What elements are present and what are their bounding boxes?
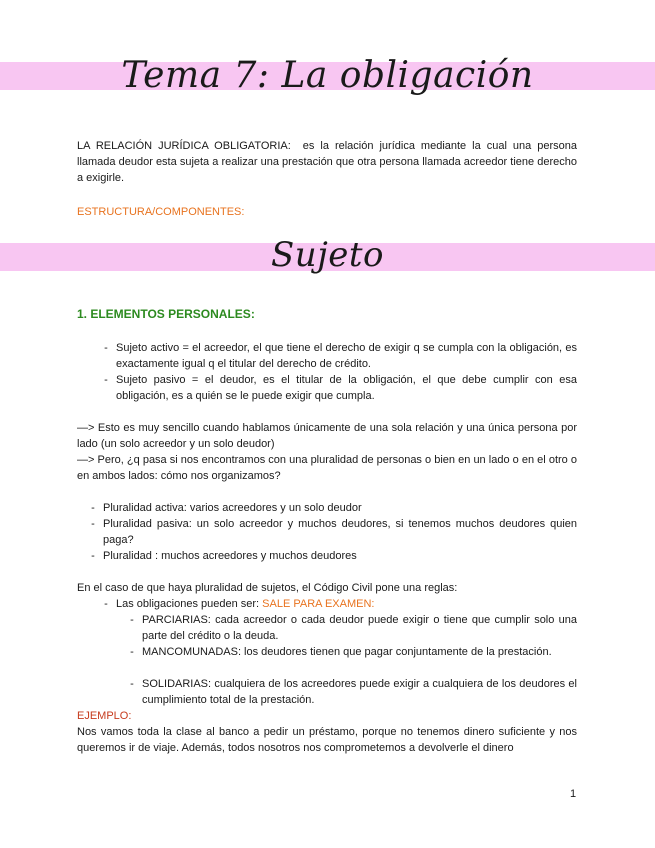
bullet-dash: - [130, 646, 134, 658]
section-title: Sujeto [271, 235, 384, 275]
intro-paragraph [77, 138, 577, 186]
structure-label: ESTRUCTURA/COMPONENTES: [77, 206, 245, 218]
exam-note: SALE PARA EXAMEN: [262, 598, 375, 610]
bullet-dash: - [91, 502, 95, 514]
bullet-dash: - [104, 342, 108, 354]
bullet-dash: - [130, 678, 134, 690]
bullet-dash: - [104, 598, 108, 610]
plurality-active: Pluralidad activa: varios acreedores y un solo deudor [103, 502, 362, 514]
example-label: EJEMPLO: [77, 710, 132, 722]
page-title: Tema 7: La obligación [121, 55, 534, 96]
bullet-dash: - [104, 374, 108, 386]
rules-label-line [116, 596, 577, 612]
rule-solidarias: SOLIDARIAS: cualquiera de los acreedores puede exigir a cualquiera de los deudores el cumplimiento total de la prestación. [142, 678, 577, 706]
page-number: 1 [570, 788, 577, 800]
bullet-dash: - [91, 550, 95, 562]
heading-elementos-personales: 1. ELEMENTOS PERSONALES: [77, 307, 255, 321]
bullet-dash: - [130, 614, 134, 626]
intro-term: LA RELACIÓN JURÍDICA OBLIGATORIA: [77, 140, 291, 152]
case-intro: En el caso de que haya pluralidad de sujetos, el Código Civil pone una reglas: [77, 582, 458, 594]
rule-parciarias: PARCIARIAS: cada acreedor o cada deudor puede exigir o tiene que cumplir solo una parte del crédito o la deuda. [142, 614, 577, 642]
arrow-paragraph-2: —> Pero, ¿q pasa si nos encontramos con una pluralidad de personas o bien en un lado o en el otro o en ambos lados: cómo nos organizamos? [77, 454, 577, 482]
intro-definition: es la relación jurídica mediante la cual una persona llamada deudor esta sujeta a realizar una prestación que otra persona llamada acreedor tiene derecho a exigirle. [77, 140, 577, 184]
example-text: Nos vamos toda la clase al banco a pedir un préstamo, porque no tenemos dinero suficiente y nos queremos ir de viaje. Además, todos nosotros nos comprometemos a devolverle el dinero [77, 726, 577, 754]
rule-mancomunadas: MANCOMUNADAS: los deudores tienen que pagar conjuntamente de la prestación. [142, 646, 552, 658]
arrow-paragraph-1: —> Esto es muy sencillo cuando hablamos únicamente de una sola relación y una única persona por lado (un solo acreedor y un solo deudor) [77, 422, 577, 450]
rules-label: Las obligaciones pueden ser: [116, 598, 260, 610]
plurality-mixed: Pluralidad : muchos acreedores y muchos deudores [103, 550, 357, 562]
subject-passive: Sujeto pasivo = el deudor, es el titular de la obligación, el que debe cumplir con esa obligación, es a quién se le puede exigir que cumpla. [116, 374, 577, 402]
bullet-dash: - [91, 518, 95, 530]
plurality-passive: Pluralidad pasiva: un solo acreedor y muchos deudores, si tenemos muchos deudores quien paga? [103, 518, 577, 546]
subject-active: Sujeto activo = el acreedor, el que tiene el derecho de exigir q se cumpla con la obligación, es exactamente igual q el titular del derecho de crédito. [116, 342, 577, 370]
